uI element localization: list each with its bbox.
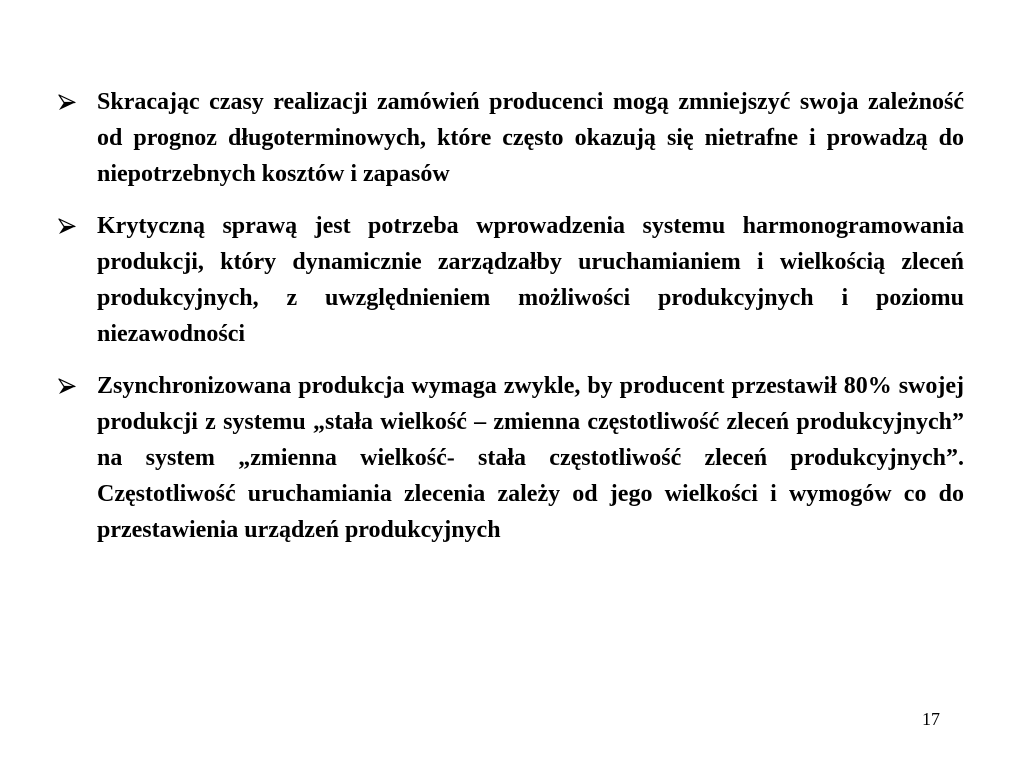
- bullet-text: Krytyczną sprawą jest potrzeba wprowadzenia systemu harmonogramowania produkcji, który dynamicznie zarządzałby uruchamianiem i wielkością zleceń produkcyjnych, z uwzględnieniem możliwości produkcyjnych i poziomu niezawodności: [97, 213, 964, 347]
- bullet-text: Zsynchronizowana produkcja wymaga zwykle, by producent przestawił 80% swojej produkcji z systemu „stała wielkość – zmienna częstotliwość zleceń produkcyjnych” na system „zmienna wielkość- stała częstotliwość zleceń produkcyjnych”. Częstotliwość uruchamiania zlecenia zależy od jego wielkości i wymogów co do przestawienia urządzeń produkcyjnych: [97, 373, 964, 543]
- page-number: 17: [922, 709, 940, 729]
- arrowhead-bullet-icon: [58, 218, 76, 235]
- bullet-item: [58, 84, 964, 192]
- bullet-list: [58, 84, 964, 564]
- arrowhead-bullet-icon: [58, 94, 76, 111]
- bullet-item: [58, 208, 964, 352]
- bullet-item: [58, 368, 964, 548]
- arrowhead-bullet-icon: [58, 378, 76, 395]
- bullet-text: Skracając czasy realizacji zamówień producenci mogą zmniejszyć swoja zależność od prognoz długoterminowych, które często okazują się nietrafne i prowadzą do niepotrzebnych kosztów i zapasów: [97, 89, 964, 187]
